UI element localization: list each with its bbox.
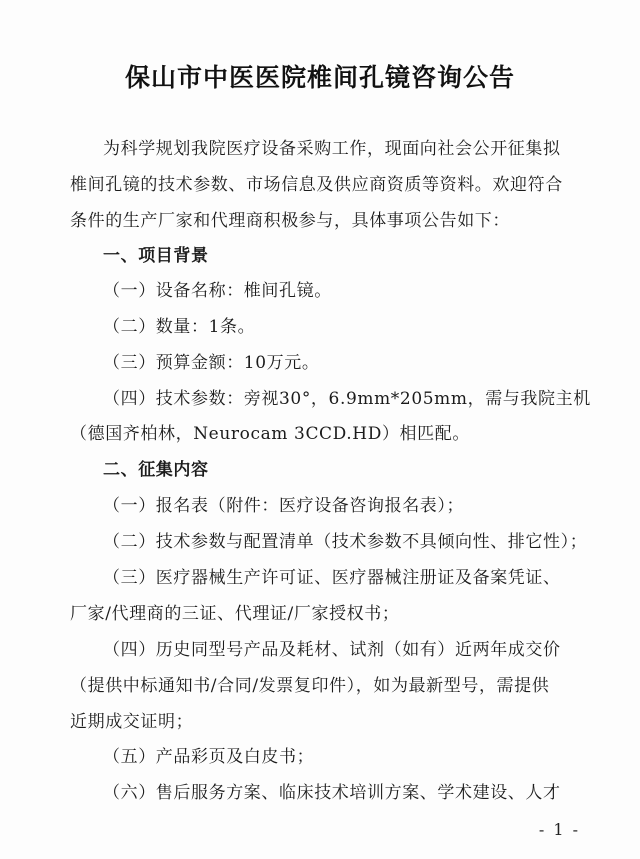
section-heading-background: 一、项目背景 — [103, 246, 209, 266]
paragraph-line: （德国齐柏林，Neurocam 3CCD.HD）相匹配。 — [70, 424, 470, 444]
paragraph-line: 条件的生产厂家和代理商积极参与，具体事项公告如下： — [70, 211, 510, 231]
paragraph-line: （四）历史同型号产品及耗材、试剂（如有）近两年成交价 — [103, 640, 561, 660]
paragraph-line: 厂家/代理商的三证、代理证/厂家授权书； — [70, 604, 400, 624]
paragraph-line: （提供中标通知书/合同/发票复印件），如为最新型号，需提供 — [70, 676, 550, 696]
paragraph-line: 椎间孔镜的技术参数、市场信息及供应商资质等资料。欢迎符合 — [70, 175, 563, 195]
paragraph-line: （三）医疗器械生产许可证、医疗器械注册证及备案凭证、 — [103, 568, 561, 588]
paragraph-line: （四）技术参数：旁视30°，6.9mm*205mm，需与我院主机 — [103, 389, 591, 409]
paragraph-line: 为科学规划我院医疗设备采购工作，现面向社会公开征集拟 — [103, 139, 561, 159]
paragraph-line: （五）产品彩页及白皮书； — [103, 747, 315, 767]
section-heading-content: 二、征集内容 — [103, 460, 209, 480]
paragraph-line: （六）售后服务方案、临床技术培训方案、学术建设、人才 — [103, 783, 561, 803]
paragraph-line: （二）数量：1条。 — [103, 317, 256, 337]
paragraph-line: （一）报名表（附件：医疗设备咨询报名表）； — [103, 496, 465, 516]
paragraph-line: （二）技术参数与配置清单（技术参数不具倾向性、排它性）； — [103, 532, 588, 552]
document-title: 保山市中医医院椎间孔镜咨询公告 — [124, 63, 515, 92]
page-number: - 1 - — [538, 820, 580, 839]
paragraph-line: （三）预算金额：10万元。 — [103, 353, 320, 373]
paragraph-line: 近期成交证明； — [70, 712, 194, 732]
paragraph-line: （一）设备名称：椎间孔镜。 — [103, 281, 332, 301]
